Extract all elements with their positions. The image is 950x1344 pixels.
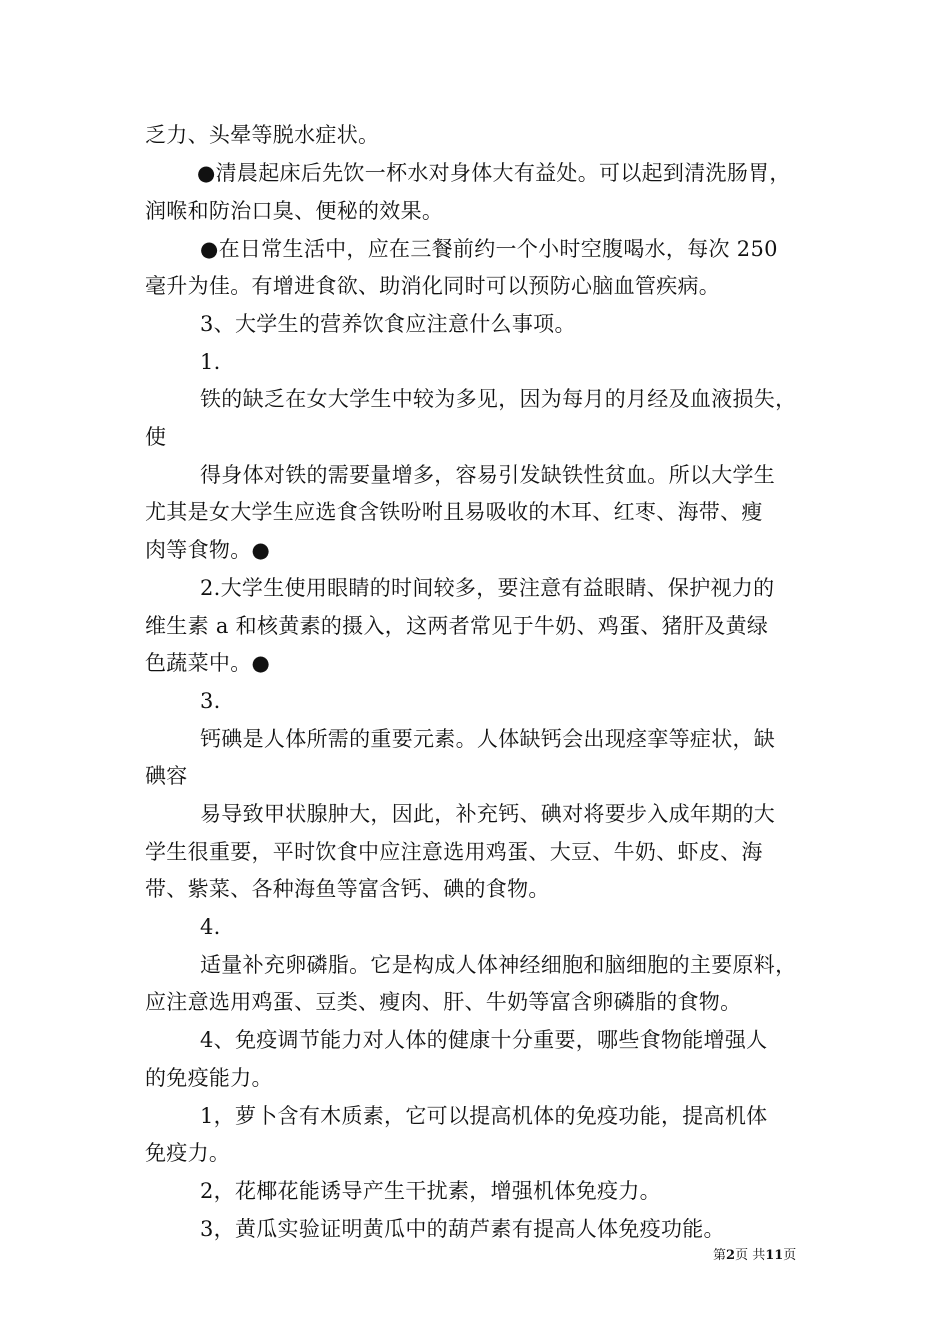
text-line: 2，花椰花能诱导产生干扰素，增强机体免疫力。 [200, 1179, 661, 1203]
footer-prefix: 第 [713, 1248, 727, 1263]
text-line: 免疫力。 [145, 1141, 231, 1165]
text-line: 色蔬菜中。● [145, 651, 271, 675]
text-line: 2.大学生使用眼睛的时间较多，要注意有益眼睛、保护视力的 [200, 576, 775, 600]
text-line: 润喉和防治口臭、便秘的效果。 [145, 199, 444, 223]
text-line: 学生很重要，平时饮食中应注意选用鸡蛋、大豆、牛奶、虾皮、海 [145, 840, 763, 864]
text-line: ●在日常生活中，应在三餐前约一个小时空腹喝水，每次 250 [200, 237, 778, 261]
footer-suffix: 页 [783, 1248, 797, 1263]
list-number: 4. [200, 915, 221, 939]
text-line: 铁的缺乏在女大学生中较为多见，因为每月的月经及血液损失， [200, 387, 797, 411]
footer-middle: 页 共 [735, 1248, 766, 1263]
section-heading: 4、免疫调节能力对人体的健康十分重要，哪些食物能增强人 [200, 1028, 768, 1052]
text-line: 的免疫能力。 [145, 1066, 273, 1090]
text-line: 毫升为佳。有增进食欲、助消化同时可以预防心脑血管疾病。 [145, 274, 721, 298]
text-line: 1，萝卜含有木质素，它可以提高机体的免疫功能，提高机体 [200, 1104, 768, 1128]
list-number: 1. [200, 350, 221, 374]
list-number: 3. [200, 689, 221, 713]
text-line: 乏力、头晕等脱水症状。 [145, 123, 380, 147]
text-line: 维生素 a 和核黄素的摄入，这两者常见于牛奶、鸡蛋、猪肝及黄绿 [145, 614, 769, 638]
text-line: 使 [145, 425, 167, 449]
text-line: 3，黄瓜实验证明黄瓜中的葫芦素有提高人体免疫功能。 [200, 1217, 725, 1241]
text-line: 带、紫菜、各种海鱼等富含钙、碘的食物。 [145, 877, 550, 901]
page-total: 11 [765, 1248, 784, 1263]
text-line: 得身体对铁的需要量增多，容易引发缺铁性贫血。所以大学生 [200, 463, 776, 487]
text-line: 应注意选用鸡蛋、豆类、瘦肉、肝、牛奶等富含卵磷脂的食物。 [145, 990, 742, 1014]
text-line: 碘容 [145, 764, 188, 788]
section-heading: 3、大学生的营养饮食应注意什么事项。 [200, 312, 576, 336]
text-line: 肉等食物。● [145, 538, 271, 562]
text-line: 易导致甲状腺肿大，因此，补充钙、碘对将要步入成年期的大 [200, 802, 776, 826]
text-line: 尤其是女大学生应选食含铁吩咐且易吸收的木耳、红枣、海带、瘦 [145, 500, 763, 524]
page-number: 2 [726, 1248, 736, 1263]
text-line: 适量补充卵磷脂。它是构成人体神经细胞和脑细胞的主要原料， [200, 953, 797, 977]
text-line: ●清晨起床后先饮一杯水对身体大有益处。可以起到清洗肠胃， [197, 161, 791, 185]
text-line: 钙碘是人体所需的重要元素。人体缺钙会出现痉挛等症状，缺 [200, 727, 776, 751]
page-footer [713, 1247, 796, 1265]
